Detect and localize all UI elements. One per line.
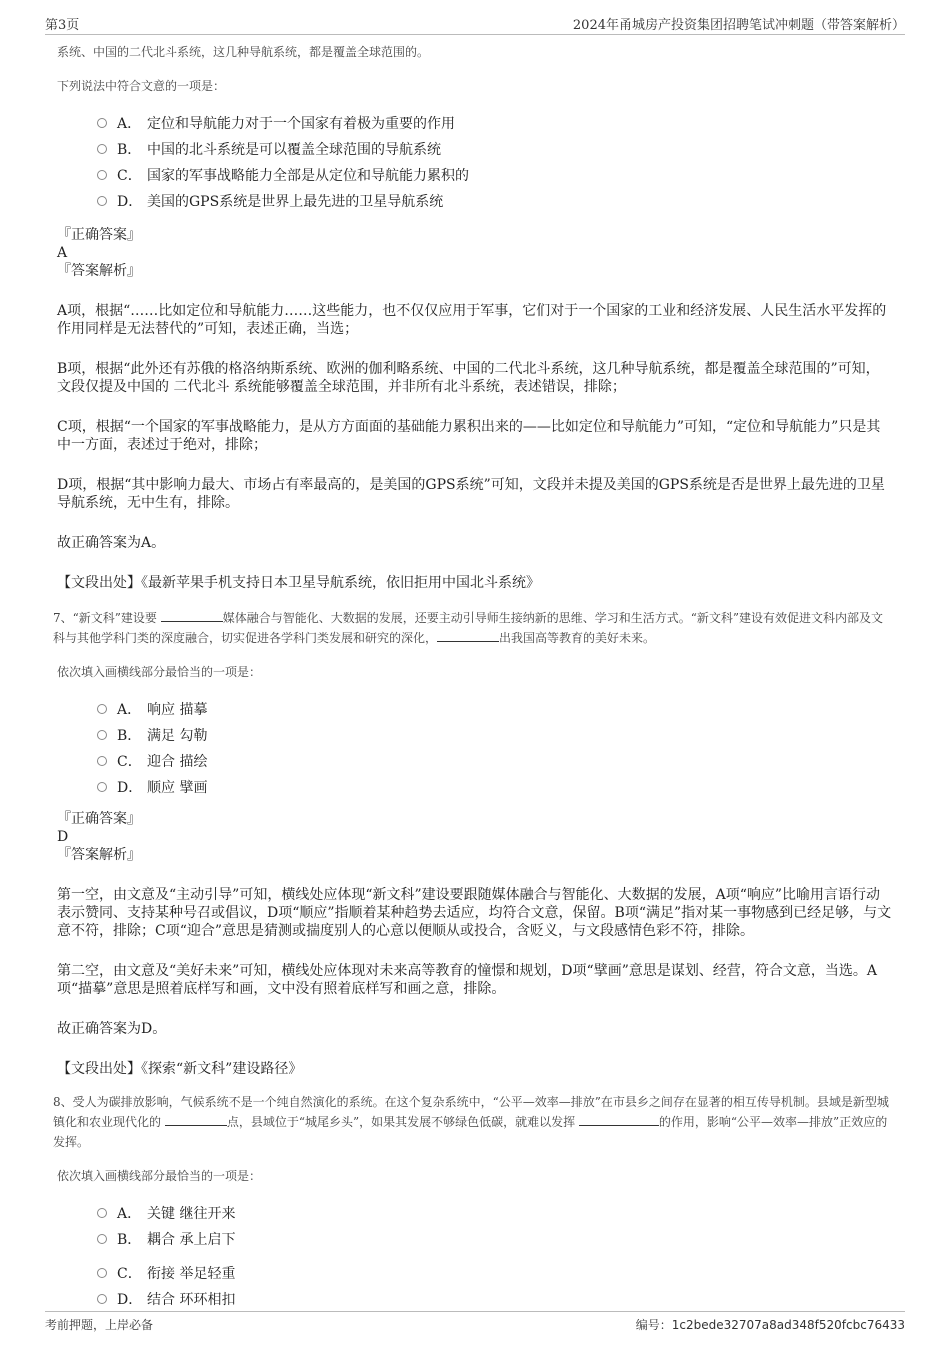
q6-option-d[interactable]: D． 美国的GPS系统是世界上最先进的卫星导航系统: [97, 188, 893, 214]
q7-answer: D: [57, 829, 69, 845]
radio-icon[interactable]: [97, 144, 107, 154]
q6-analysis-b: B项，根据“此外还有苏俄的格洛纳斯系统、欧洲的伽利略系统、中国的二代北斗系统，这几种导航系统，都是覆盖全球范围的”可知，文段仅提及中国的 二代北斗 系统能够覆盖全球范围，并非所有北斗系统，表述错误，排除；: [57, 361, 880, 395]
q7-option-d[interactable]: D． 顺应 擘画: [97, 774, 893, 800]
blank-line: [165, 1113, 227, 1126]
q8-prompt: 依次填入画横线部分最恰当的一项是：: [57, 1169, 262, 1183]
q6-option-b[interactable]: B． 中国的北斗系统是可以覆盖全球范围的导航系统: [97, 136, 893, 162]
q8-option-a[interactable]: A． 关键 继往开来: [97, 1200, 893, 1226]
q7-options: [97, 696, 893, 800]
blank-line: [161, 609, 223, 622]
q6-intro: 系统、中国的二代北斗系统，这几种导航系统，都是覆盖全球范围的。: [57, 45, 430, 59]
q6-answer: A: [57, 245, 68, 261]
radio-icon[interactable]: [97, 756, 107, 766]
q6-analysis-d: D项，根据“其中影响力最大、市场占有率最高的，是美国的GPS系统”可知，文段并未提及美国的GPS系统是否是世界上最先进的卫星导航系统，无中生有，排除。: [57, 477, 885, 511]
page-content: [53, 42, 893, 1312]
radio-icon[interactable]: [97, 170, 107, 180]
radio-icon[interactable]: [97, 1208, 107, 1218]
q7-conclusion: 故正确答案为D。: [57, 1021, 167, 1037]
page-header: [45, 14, 905, 35]
q8-option-b[interactable]: B． 耦合 承上启下: [97, 1226, 893, 1252]
q6-prompt: 下列说法中符合文意的一项是：: [57, 79, 226, 93]
radio-icon[interactable]: [97, 704, 107, 714]
blank-line: [437, 629, 499, 642]
q6-analysis-a: A项，根据“……比如定位和导航能力……这些能力，也不仅仅应用于军事，它们对于一个国家的工业和经济发展、人民生活水平发挥的作用同样是无法替代的”可知，表述正确，当选；: [57, 303, 887, 337]
page-footer: [45, 1311, 905, 1334]
q8-option-d[interactable]: D． 结合 环环相扣: [97, 1286, 893, 1312]
radio-icon[interactable]: [97, 782, 107, 792]
q6-analysis-c: C项，根据“一个国家的军事战略能力，是从方方面面的基础能力累积出来的——比如定位和导航能力”可知，“定位和导航能力”只是其中一方面，表述过于绝对，排除；: [57, 419, 881, 453]
q7-option-b[interactable]: B． 满足 勾勒: [97, 722, 893, 748]
q6-options: [97, 110, 893, 214]
radio-icon[interactable]: [97, 730, 107, 740]
q8-option-c[interactable]: C． 衔接 举足轻重: [97, 1260, 893, 1286]
q6-source: 【文段出处】《最新苹果手机支持日本卫星导航系统，依旧拒用中国北斗系统》: [57, 575, 540, 591]
radio-icon[interactable]: [97, 196, 107, 206]
q8-stem: 8、受人为碳排放影响，气候系统不是一个纯自然演化的系统。在这个复杂系统中，“公平—效率—排放”在市县乡之间存在显著的相互传导机制。县域是新型城镇化和农业现代化的 点，县域位于“城尾乡头”，如果其发展不够绿色低碳，就难以发挥 的作用，影响“公平—效率—排放”正效应的发挥。: [53, 1095, 889, 1149]
q7-analysis-first-blank: 第一空，由文意及“主动引导”可知，横线处应体现“新文科”建设要跟随媒体融合与智能化、大数据的发展，A项“响应”比喻用言语行动表示赞同、支持某种号召或倡议，D项“顺应”指顺着某种趋势去适应，均符合文意，保留。B项“满足”指对某一事物感到已经足够，与文意不符，排除；C项“迎合”意思是猜测或揣度别人的心意以便顺从或投合，含贬义，与文段感情色彩不符，排除。: [57, 887, 892, 939]
radio-icon[interactable]: [97, 1234, 107, 1244]
q6-option-a[interactable]: A． 定位和导航能力对于一个国家有着极为重要的作用: [97, 110, 893, 136]
q6-option-c[interactable]: C． 国家的军事战略能力全部是从定位和导航能力累积的: [97, 162, 893, 188]
radio-icon[interactable]: [97, 1268, 107, 1278]
q7-analysis-label: 『答案解析』: [57, 847, 141, 863]
q6-conclusion: 故正确答案为A。: [57, 535, 166, 551]
q8-options: [97, 1200, 893, 1312]
blank-line: [579, 1113, 659, 1126]
q7-prompt: 依次填入画横线部分最恰当的一项是：: [57, 665, 262, 679]
q7-source: 【文段出处】《探索“新文科”建设路径》: [57, 1061, 303, 1077]
q7-answer-label: 『正确答案』: [57, 811, 141, 827]
page-number: 第3页: [45, 18, 80, 33]
radio-icon[interactable]: [97, 118, 107, 128]
q7-option-c[interactable]: C． 迎合 描绘: [97, 748, 893, 774]
document-code: 编号：1c2bede32707a8ad348f520fcbc76433: [635, 1318, 905, 1332]
q7-analysis-second-blank: 第二空，由文意及“美好未来”可知，横线处应体现对未来高等教育的憧憬和规划，D项“擘画”意思是谋划、经营，符合文意，当选。A项“描摹”意思是照着底样写和画，文中没有照着底样写和画之意，排除。: [57, 963, 877, 997]
q7-option-a[interactable]: A． 响应 描摹: [97, 696, 893, 722]
radio-icon[interactable]: [97, 1294, 107, 1304]
document-title: 2024年甬城房产投资集团招聘笔试冲刺题（带答案解析）: [572, 18, 905, 33]
q6-answer-label: 『正确答案』: [57, 227, 141, 243]
footer-slogan: 考前押题，上岸必备: [45, 1318, 154, 1332]
q6-analysis-label: 『答案解析』: [57, 263, 141, 279]
q7-stem: 7、“新文科”建设要 媒体融合与智能化、大数据的发展，还要主动引导师生接纳新的思维、学习和生活方式。“新文科”建设有效促进文科内部及文科与其他学科门类的深度融合，切实促进各学科门类发展和研究的深化， 出我国高等教育的美好未来。: [53, 611, 884, 645]
